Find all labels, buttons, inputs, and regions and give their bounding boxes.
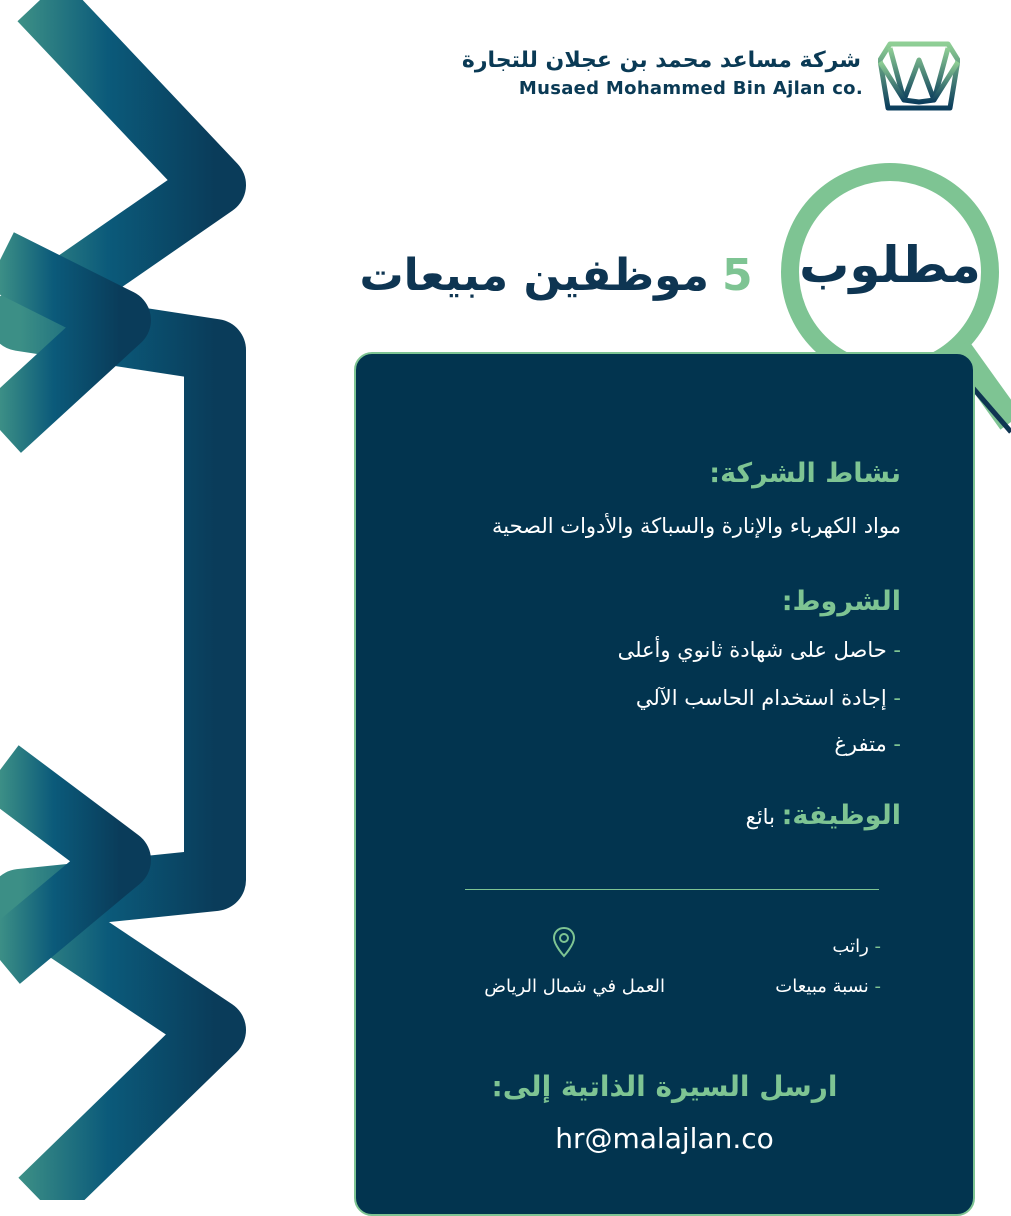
condition-item: - متفرغ <box>834 732 901 756</box>
headline-count: 5 <box>722 250 753 301</box>
company-logo-icon <box>878 40 960 112</box>
benefit-item: - راتب <box>832 936 881 957</box>
activity-text: مواد الكهرباء والإنارة والسباكة والأدوات الصحية <box>492 514 901 538</box>
job-title-value: بائع <box>745 805 775 829</box>
condition-item: - حاصل على شهادة ثانوي وأعلى <box>617 638 901 662</box>
activity-title: نشاط الشركة: <box>709 458 901 489</box>
company-name-arabic: شركة مساعد محمد بن عجلان للتجارة <box>461 48 861 73</box>
location-pin-icon <box>552 926 576 958</box>
divider <box>465 889 879 890</box>
job-title-row <box>746 800 901 831</box>
contact-email[interactable]: hr@malajlan.co <box>555 1122 774 1155</box>
condition-item: - إجادة استخدام الحاسب الآلي <box>635 686 901 710</box>
headline-wanted: مطلوب <box>799 236 981 294</box>
work-location: العمل في شمال الرياض <box>484 976 665 997</box>
job-details-card <box>354 352 975 1216</box>
conditions-title: الشروط: <box>781 586 901 617</box>
benefit-item: - نسبة مبيعات <box>775 976 881 997</box>
job-title-label: الوظيفة: <box>781 800 901 831</box>
send-cv-title: ارسل السيرة الذاتية إلى: <box>491 1070 838 1103</box>
company-name-english: Musaed Mohammed Bin Ajlan co. <box>518 78 863 99</box>
headline-position: موظفين مبيعات <box>359 250 709 301</box>
